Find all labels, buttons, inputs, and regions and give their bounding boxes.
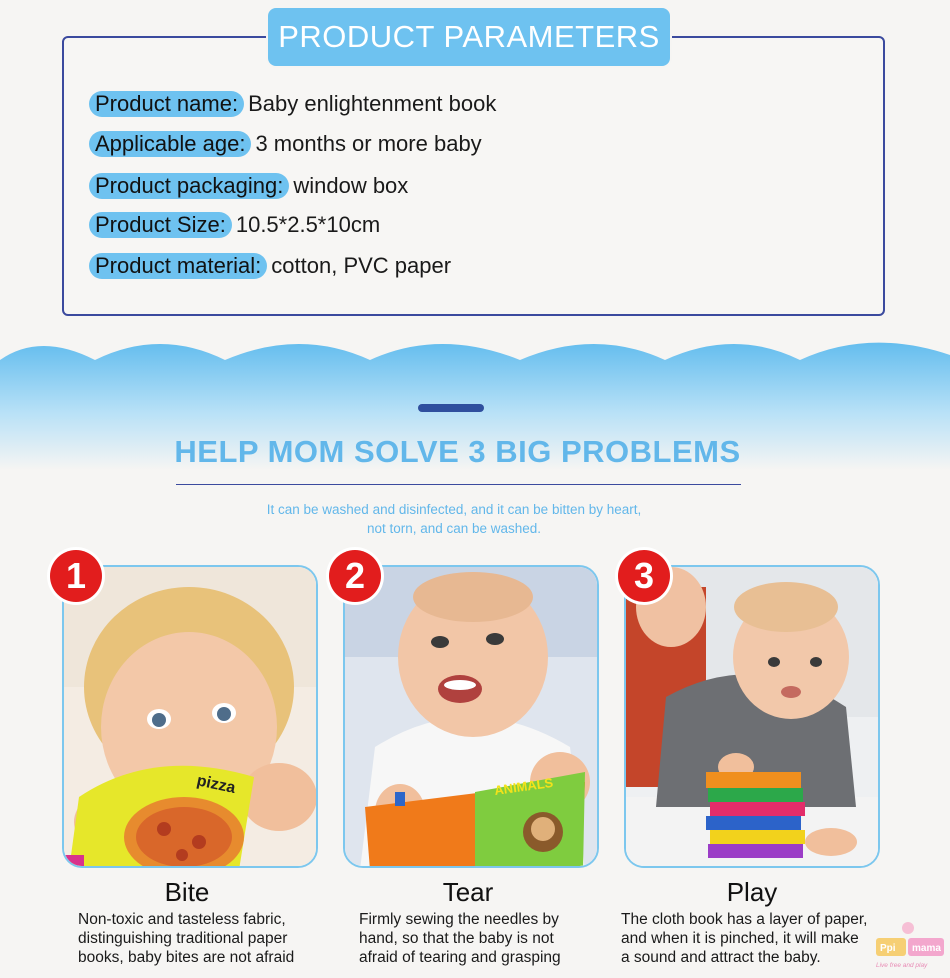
number-badge: 3 [618,550,670,602]
card-description [78,910,294,967]
desc-line: Firmly sewing the needles by [359,911,559,928]
card-play [624,565,880,868]
desc-line: a sound and attract the baby. [621,949,821,966]
param-row-material [89,251,451,281]
baby-tear-illustration [345,567,599,868]
baby-bite-illustration [64,567,318,868]
desc-line: Non-toxic and tasteless fabric, [78,911,286,928]
card-bite [62,565,318,868]
param-row-packaging [89,171,408,201]
desc-line: distinguishing traditional paper [78,930,288,947]
logo-left-text: Ppi [880,943,896,954]
card-description [359,910,561,967]
pizza-book-label: pizza [195,772,237,798]
param-row-name [89,89,496,119]
logo-right-text: mama [912,943,941,954]
param-label: Product packaging: [89,173,289,199]
card-title: Tear [442,877,494,907]
param-label: Product name: [89,91,244,117]
section-rule [176,484,741,485]
card-title: Bite [164,877,210,907]
subtitle-line: not torn, and can be washed. [366,521,542,536]
logo-tagline: Live free and play [876,962,928,969]
desc-line: afraid of tearing and grasping [359,949,561,966]
brand-logo [874,920,946,972]
param-value: Baby enlightenment book [248,91,497,116]
card-tear [343,565,599,868]
desc-line: books, baby bites are not afraid [78,949,295,966]
param-label: Product material: [89,253,267,279]
param-row-age [89,129,482,159]
card-title: Play [726,877,778,907]
param-value: 10.5*2.5*10cm [235,212,381,237]
section-subtitle [0,500,908,538]
parameters-title: PRODUCT PARAMETERS [268,8,670,66]
param-value: window box [293,173,409,198]
baby-play-illustration [626,567,880,868]
desc-line: The cloth book has a layer of paper, [621,911,868,928]
section-divider [418,404,484,412]
param-row-size [89,210,380,240]
desc-line: and when it is pinched, it will make [621,930,859,947]
param-label: Product Size: [89,212,232,238]
number-badge: 2 [329,550,381,602]
param-value: 3 months or more baby [255,131,482,156]
animals-book-label: ANIMALS [493,774,555,798]
param-value: cotton, PVC paper [271,253,452,278]
subtitle-line: It can be washed and disinfected, and it can be bitten by heart, [266,502,642,517]
section-title: HELP MOM SOLVE 3 BIG PROBLEMS [174,434,741,469]
number-badge: 1 [50,550,102,602]
desc-line: hand, so that the baby is not [359,930,554,947]
param-label: Applicable age: [89,131,251,157]
card-description [621,910,867,967]
